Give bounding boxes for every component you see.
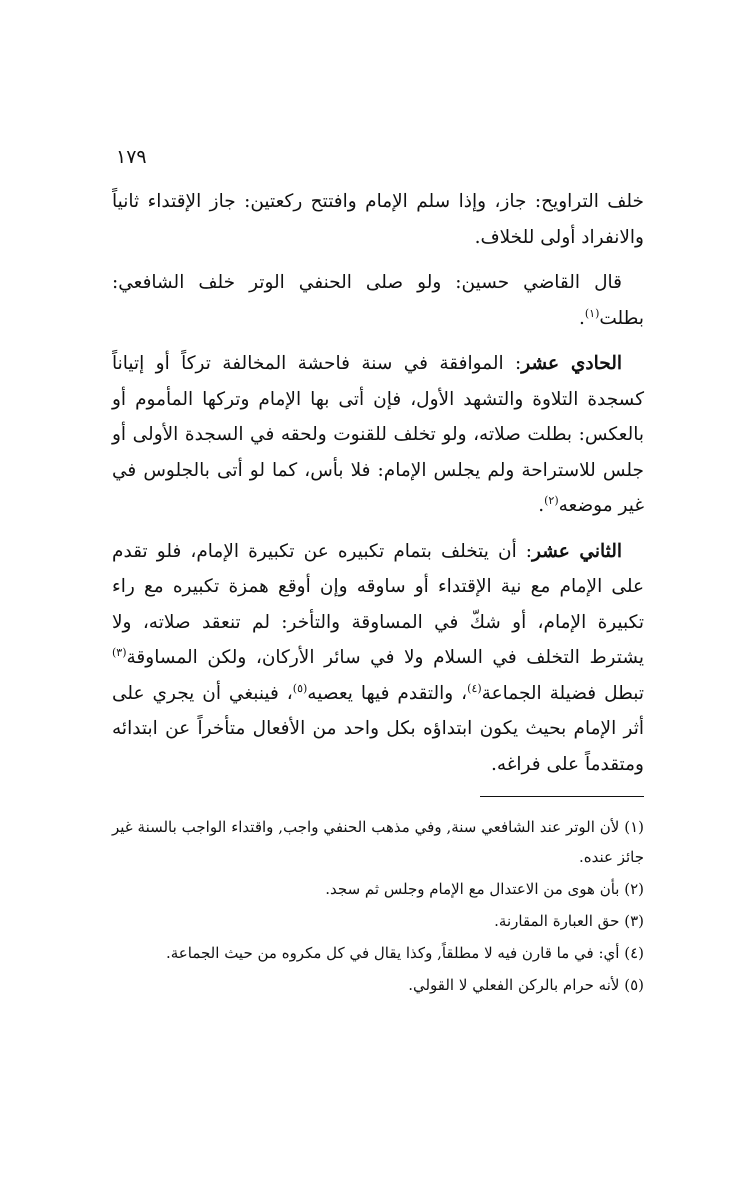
footnote-5: (٥) لأنه حرام بالركن الفعلي لا القولي. xyxy=(408,976,644,994)
paragraph-4-text-4: ، فينبغي أن يجري على أثر الإمام بحيث يكون ابتداؤه بكل واحد من الأفعال متأخراً عن ابتدائه ومتقدماً على فراغه. xyxy=(112,682,644,775)
footnote-ref-5: (٥) xyxy=(292,681,308,695)
paragraph-4-text-3: ، والتقدم فيها يعصيه xyxy=(307,682,468,704)
paragraph-1-text: خلف التراويح: جاز، وإذا سلم الإمام وافتتح ركعتين: جاز الإقتداء ثانياً والانفراد أولى للخلاف. xyxy=(112,191,644,248)
page-number: ١٧٩ xyxy=(116,146,147,168)
paragraph-3 xyxy=(112,346,644,524)
footnote-ref-2: (٢) xyxy=(544,493,559,507)
paragraph-4-text-1: : أن يتخلف بتمام تكبيره عن تكبيرة الإمام، فلو تقدم على الإمام مع نية الإقتداء أو ساوقه وإن أوقع همزة تكبيره مع راء تكبيرة الإمام، أو شكّ في المساوقة والتأخر: لم تنعقد صلاته، ولا يشترط التخلف في السلام ولا في سائر الأركان، ولكن المساوقة xyxy=(112,540,644,668)
footnote-3: (٣) حق العبارة المقارنة. xyxy=(494,912,644,930)
paragraph-3-end: . xyxy=(538,495,545,516)
paragraph-4 xyxy=(112,534,644,783)
paragraph-4-text-2: تبطل فضيلة الجماعة xyxy=(481,682,644,704)
footnote-ref-3: (٣) xyxy=(112,645,127,659)
section-heading-twelfth: الثاني عشر xyxy=(532,540,622,562)
footnote-separator xyxy=(480,796,644,797)
footnote-ref-1: (١) xyxy=(584,306,600,320)
footnote-4: (٤) أي: في ما قارن فيه لا مطلقاً, وكذا يقال في كل مكروه من حيث الجماعة. xyxy=(166,944,644,962)
paragraph-2-end: . xyxy=(578,307,585,329)
main-text xyxy=(112,184,644,792)
paragraph-3-text: : الموافقة في سنة فاحشة المخالفة تركاً أو إتياناً كسجدة التلاوة والتشهد الأول، فإن أتى بها الإمام وتركها المأموم أو بالعكس: بطلت صلاته، ولو تخلف للقنوت ولحقه في السجدة الأولى أو جلس للاستراحة ولم يجلس الإمام: فلا بأس، كما لو أتى بالجلوس في غير موضعه xyxy=(112,353,644,516)
paragraph-2 xyxy=(112,265,644,336)
paragraph-1 xyxy=(112,184,644,255)
footnote-ref-4: (٤) xyxy=(467,681,482,695)
footnotes xyxy=(112,812,644,1002)
footnote-1: (١) لأن الوتر عند الشافعي سنة, وفي مذهب الحنفي واجب, واقتداء الواجب بالسنة غير جائز عنده. xyxy=(112,818,644,866)
paragraph-2-text: قال القاضي حسين: ولو صلى الحنفي الوتر خلف الشافعي: بطلت xyxy=(112,272,644,329)
section-heading-eleventh: الحادي عشر xyxy=(521,353,622,374)
footnote-2: (٢) بأن هوى من الاعتدال مع الإمام وجلس ثم سجد. xyxy=(325,880,644,898)
